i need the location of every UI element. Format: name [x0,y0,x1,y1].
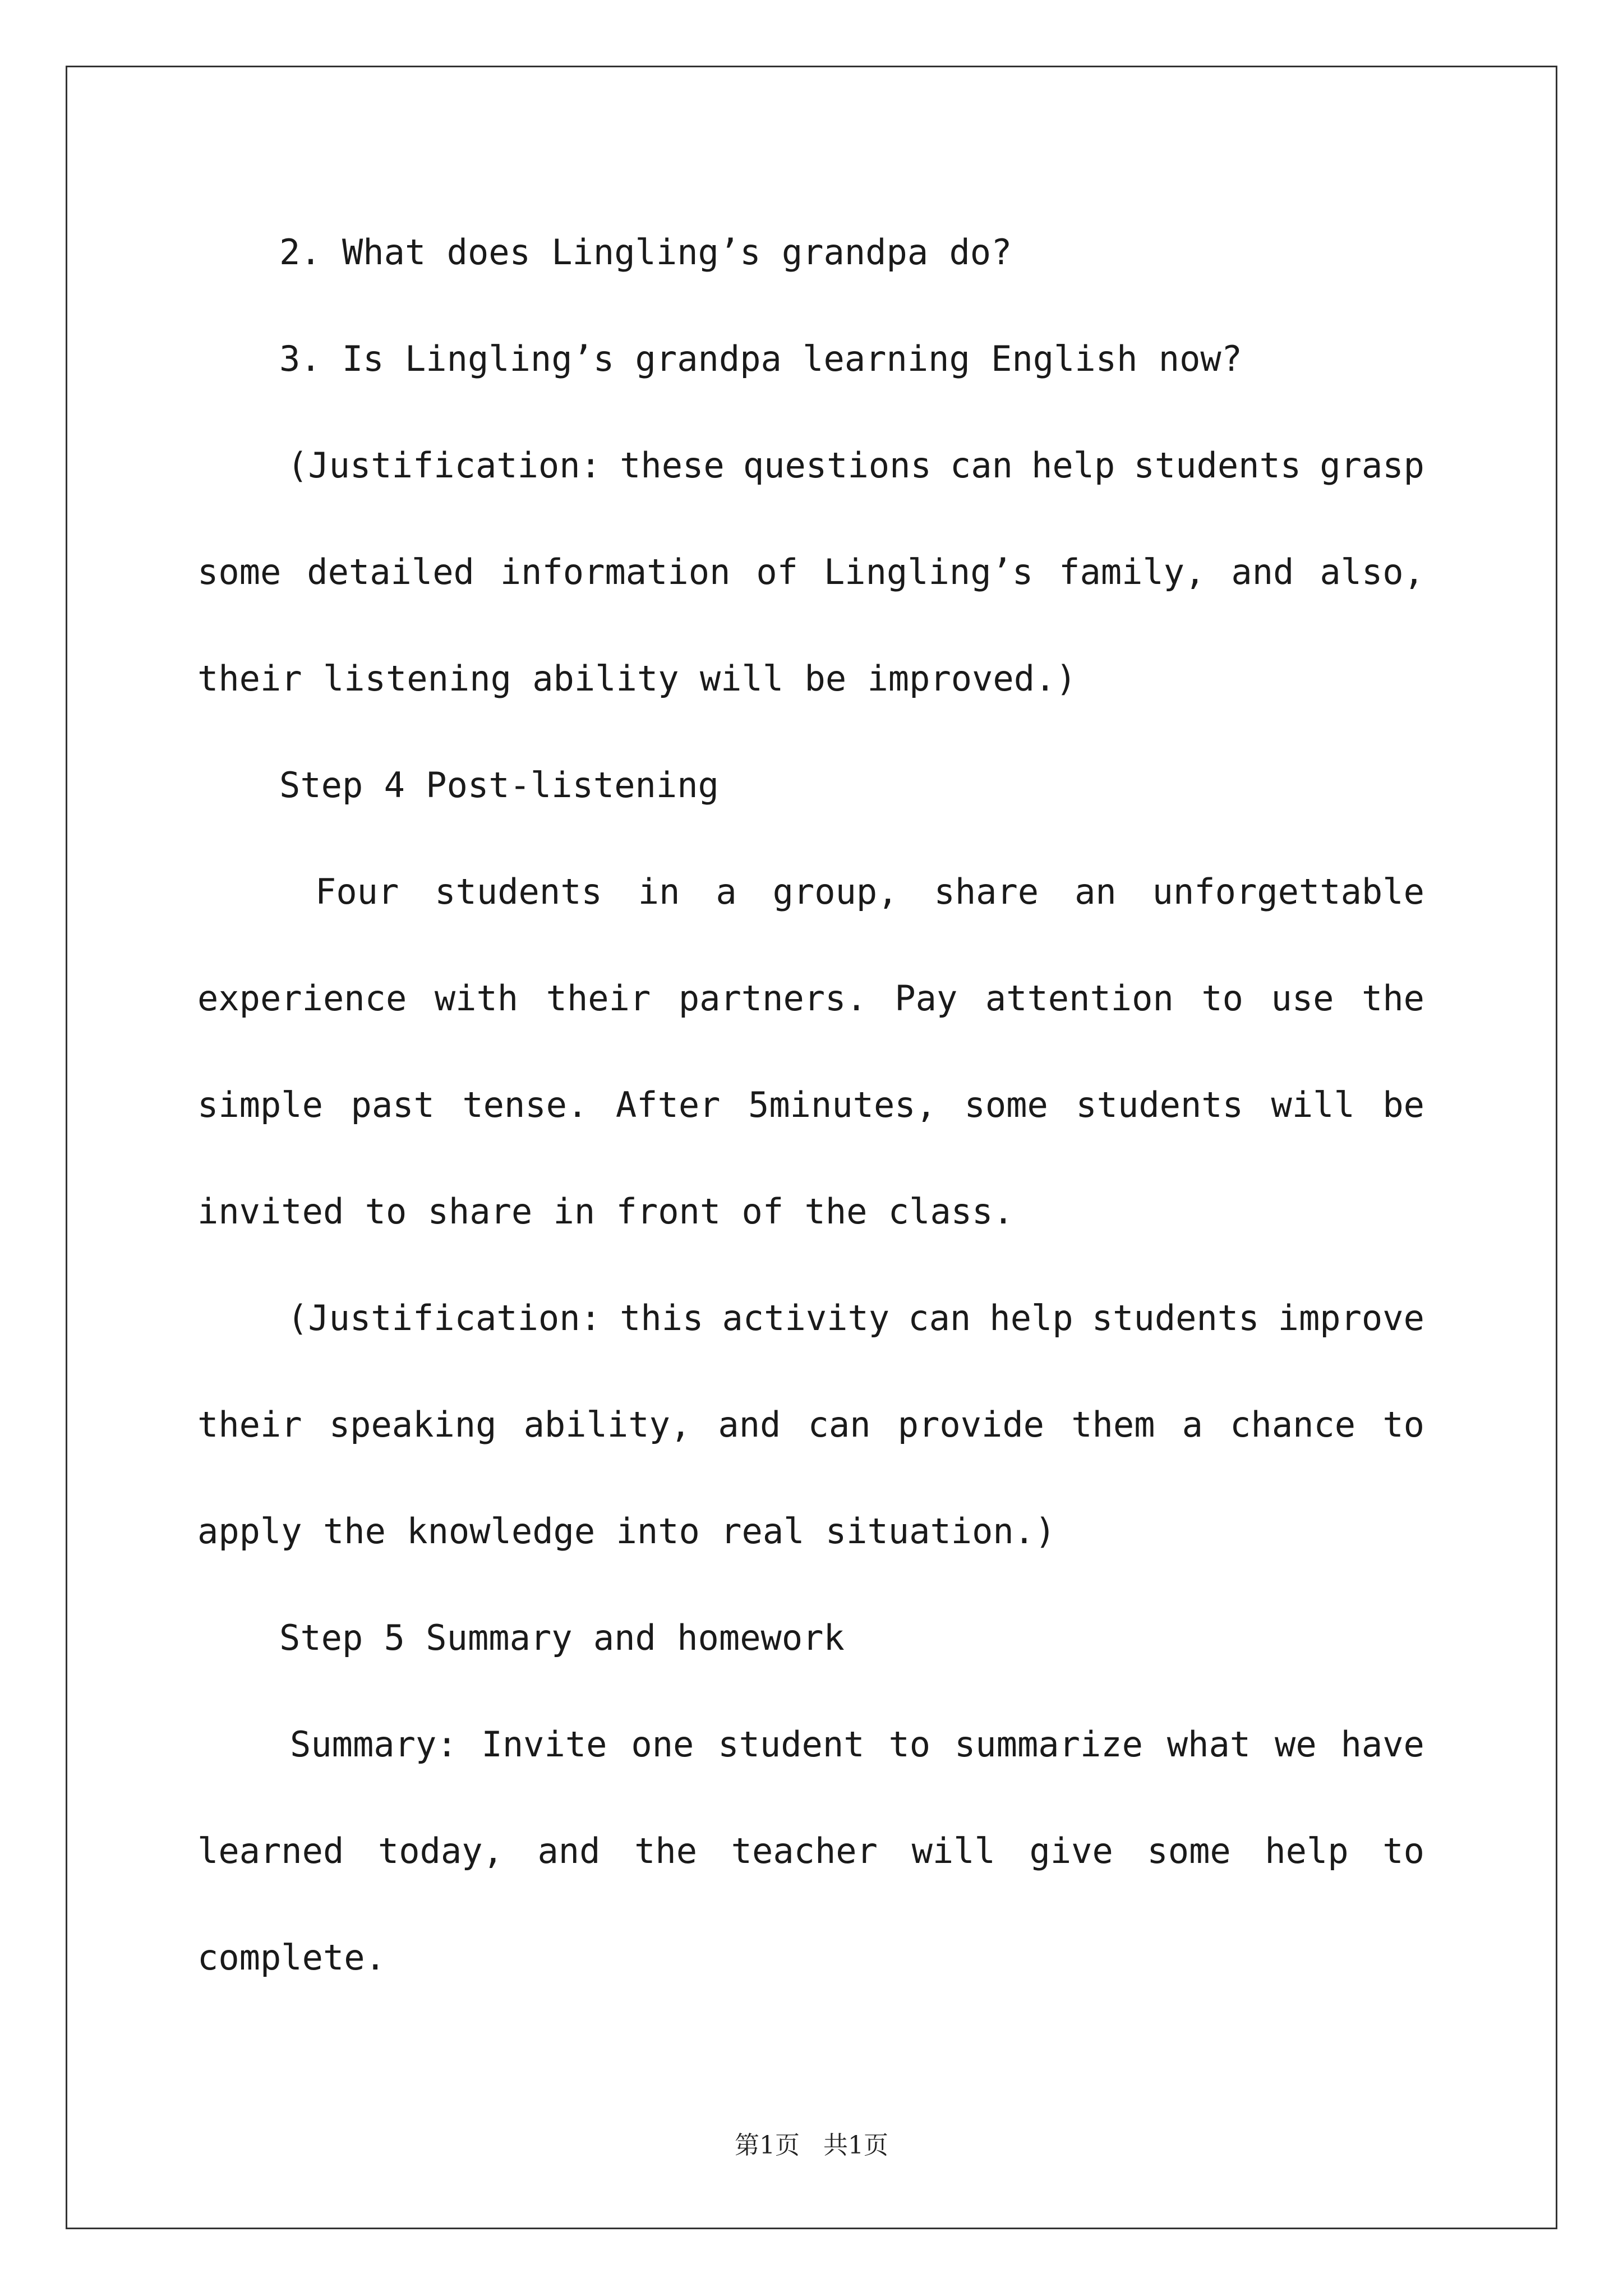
word: of [756,551,799,592]
word: to [1382,1830,1424,1871]
word: teacher [731,1830,878,1871]
word: summarize [954,1724,1143,1765]
word: some [197,551,282,592]
word: to [888,1724,931,1765]
word: with [434,978,519,1019]
text-line [197,424,1424,530]
word: help [1265,1830,1349,1871]
word: family, [1059,551,1206,592]
word: give [1029,1830,1113,1871]
text-line [197,1703,1424,1809]
word: partners. [678,978,867,1019]
word: we [1275,1724,1317,1765]
word: grasp [1320,445,1424,486]
line-text: apply the knowledge into real situation.) [197,1511,1056,1552]
text-line [197,1170,1424,1276]
text-line [197,1489,1424,1596]
word: chance [1230,1404,1356,1445]
word: today, [377,1830,504,1871]
word: (Justification: [287,445,601,486]
text-line [197,1063,1424,1170]
text-line [197,956,1424,1063]
word: can [808,1404,871,1445]
line-text: complete. [197,1937,386,1978]
text-line [197,210,1424,317]
text-line [197,317,1424,424]
word: students [1076,1084,1243,1125]
word: will [911,1830,995,1871]
word: attention [985,978,1174,1019]
word: past [351,1084,435,1125]
word: learned [197,1830,344,1871]
word: help [989,1297,1073,1338]
word: and [1231,551,1294,592]
word: speaking [329,1404,497,1445]
word: also, [1320,551,1424,592]
word: unforgettable [1152,871,1424,912]
word: improve [1278,1297,1424,1338]
word: can [908,1297,971,1338]
document-body [197,210,1424,2022]
text-line [197,1596,1424,1703]
word: this [620,1297,704,1338]
word: their [197,1404,302,1445]
word: provide [897,1404,1045,1445]
word: student [718,1724,865,1765]
word: Pay [895,978,958,1019]
text-line [197,1809,1424,1916]
word: (Justification: [287,1297,601,1338]
word: some [964,1084,1048,1125]
text-line [197,1916,1424,2022]
line-text: Step 4 Post-listening [279,765,719,806]
word: some [1147,1830,1231,1871]
word: Invite [481,1724,607,1765]
word: ability, [523,1404,691,1445]
word: activity [722,1297,890,1338]
word: be [1382,1084,1424,1125]
word: students [1133,445,1302,486]
word: an [1075,871,1117,912]
page-footer: 第1页 共1页 [735,2131,888,2160]
word: have [1340,1724,1424,1765]
word: and [537,1830,601,1871]
line-text: 3. Is Lingling’s grandpa learning English now? [279,338,1243,379]
word: and [718,1404,781,1445]
word: help [1031,445,1115,486]
word: use [1271,978,1334,1019]
line-text: Step 5 Summary and homework [279,1617,845,1658]
word: Summary: [290,1724,458,1765]
word: the [1362,978,1424,1019]
word: these [620,445,725,486]
word: Lingling’s [823,551,1034,592]
word: students [1091,1297,1260,1338]
word: can [949,445,1013,486]
word: 5minutes, [748,1084,937,1125]
word: to [1201,978,1243,1019]
word: a [716,871,737,912]
word: Four [315,871,399,912]
word: students [435,871,602,912]
text-line [197,1276,1424,1383]
word: detailed [307,551,474,592]
word: questions [743,445,932,486]
word: to [1382,1404,1424,1445]
word: what [1166,1724,1251,1765]
word: share [934,871,1039,912]
line-text: their listening ability will be improved.) [197,658,1077,699]
word: them [1071,1404,1155,1445]
word: in [638,871,680,912]
word: their [546,978,651,1019]
word: After [615,1084,721,1125]
text-line [197,1383,1424,1489]
word: information [500,551,731,592]
word: will [1271,1084,1355,1125]
word: a [1182,1404,1203,1445]
text-line [197,637,1424,743]
line-text: invited to share in front of the class. [197,1191,1014,1232]
word: the [634,1830,698,1871]
text-line [197,850,1424,956]
word: group, [772,871,898,912]
line-text: 2. What does Lingling’s grandpa do? [279,232,1012,273]
word: tense. [462,1084,588,1125]
word: experience [197,978,407,1019]
text-line [197,530,1424,637]
word: simple [197,1084,323,1125]
text-line [197,743,1424,850]
word: one [631,1724,694,1765]
